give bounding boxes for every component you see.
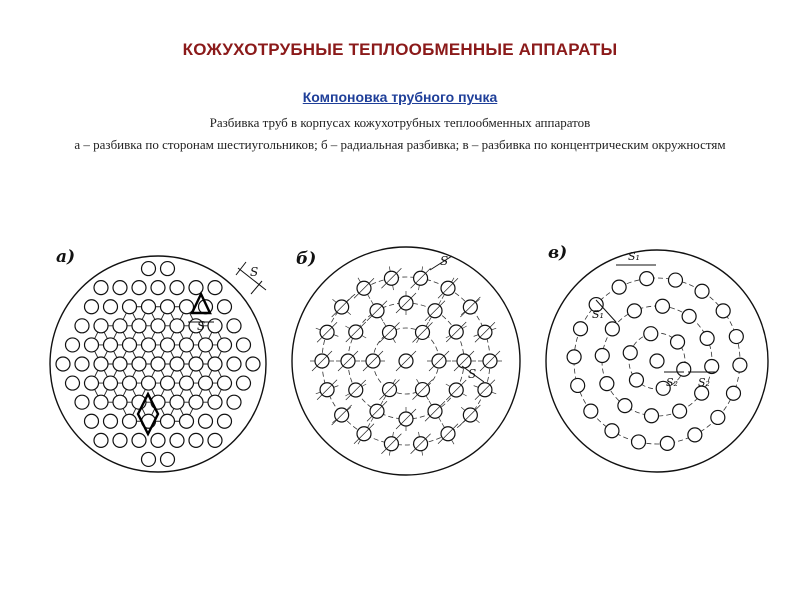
tube xyxy=(113,357,127,371)
tube xyxy=(567,350,581,364)
tube xyxy=(612,280,626,294)
tube xyxy=(161,376,175,390)
tube xyxy=(218,338,232,352)
tube xyxy=(142,338,156,352)
tube xyxy=(595,349,609,363)
tube xyxy=(142,300,156,314)
tube xyxy=(170,433,184,447)
pitch-label: S₂ xyxy=(698,376,710,389)
tube xyxy=(605,322,619,336)
tube xyxy=(584,404,598,418)
tube xyxy=(180,414,194,428)
tube xyxy=(726,386,740,400)
slide-title: КОЖУХОТРУБНЫЕ ТЕПЛООБМЕННЫЕ АППАРАТЫ xyxy=(182,40,618,59)
tube xyxy=(733,358,747,372)
tube xyxy=(682,309,696,323)
tube xyxy=(618,399,632,413)
tube xyxy=(189,433,203,447)
tube xyxy=(132,433,146,447)
pitch-label: S xyxy=(197,319,206,333)
tube xyxy=(151,433,165,447)
tube xyxy=(113,395,127,409)
tube xyxy=(132,281,146,295)
tube xyxy=(123,414,137,428)
tube xyxy=(123,338,137,352)
tube xyxy=(161,262,175,276)
tube xyxy=(218,414,232,428)
tube xyxy=(151,319,165,333)
tube xyxy=(161,414,175,428)
tube xyxy=(113,319,127,333)
tube xyxy=(94,281,108,295)
figure-legend: а – разбивка по сторонам шестиугольников; б – радиальная разбивка; в – разбивка по концентрическим окружностям xyxy=(74,137,726,152)
tube xyxy=(660,436,674,450)
tube xyxy=(180,338,194,352)
tube xyxy=(711,410,725,424)
tube xyxy=(189,395,203,409)
tube xyxy=(227,357,241,371)
tube xyxy=(170,395,184,409)
tube xyxy=(673,404,687,418)
tube xyxy=(208,281,222,295)
tube xyxy=(113,433,127,447)
tube xyxy=(605,424,619,438)
tube xyxy=(627,304,641,318)
tube xyxy=(645,409,659,423)
tube xyxy=(142,376,156,390)
figure-caption: Разбивка труб в корпусах кожухотрубных теплообменных аппаратов xyxy=(209,115,591,130)
tube xyxy=(700,331,714,345)
tube xyxy=(688,428,702,442)
pitch-label: S xyxy=(250,265,259,279)
tube xyxy=(56,357,70,371)
tube xyxy=(94,357,108,371)
tube xyxy=(199,376,213,390)
panel-b xyxy=(292,247,520,475)
tube xyxy=(94,433,108,447)
tube xyxy=(151,357,165,371)
tube xyxy=(208,319,222,333)
pitch-label: S₂ xyxy=(666,376,678,389)
pitch-label: S₁ xyxy=(592,308,604,321)
tube xyxy=(246,357,260,371)
tube xyxy=(199,414,213,428)
tube xyxy=(227,395,241,409)
tube xyxy=(237,338,251,352)
tube xyxy=(123,376,137,390)
tube xyxy=(237,376,251,390)
tube xyxy=(571,378,585,392)
tube xyxy=(75,357,89,371)
tube xyxy=(650,354,664,368)
tube xyxy=(705,359,719,373)
tube xyxy=(170,357,184,371)
tube xyxy=(644,327,658,341)
tube xyxy=(208,395,222,409)
tube xyxy=(75,395,89,409)
tube xyxy=(716,304,730,318)
tube xyxy=(113,281,127,295)
tube xyxy=(671,335,685,349)
tube xyxy=(695,284,709,298)
tube xyxy=(161,338,175,352)
tube xyxy=(161,452,175,466)
tube xyxy=(161,300,175,314)
tube xyxy=(104,376,118,390)
panel-b-label: б) xyxy=(296,249,317,269)
tube xyxy=(123,300,137,314)
tube xyxy=(623,346,637,360)
tube xyxy=(668,273,682,287)
tube xyxy=(218,300,232,314)
tube xyxy=(142,262,156,276)
tube xyxy=(142,452,156,466)
tube xyxy=(66,338,80,352)
tube xyxy=(104,338,118,352)
tube xyxy=(180,376,194,390)
section-heading: Компоновка трубного пучка xyxy=(302,89,498,105)
tube xyxy=(189,357,203,371)
pitch-label: S xyxy=(468,367,477,381)
tube xyxy=(632,435,646,449)
tube xyxy=(640,272,654,286)
tube xyxy=(104,300,118,314)
pitch-label: S xyxy=(440,254,449,268)
panel-c-label: в) xyxy=(548,243,568,263)
tube xyxy=(677,362,691,376)
tube xyxy=(132,357,146,371)
tube xyxy=(629,373,643,387)
tube xyxy=(85,338,99,352)
tube xyxy=(104,414,118,428)
tube xyxy=(94,395,108,409)
tube xyxy=(85,376,99,390)
tube xyxy=(66,376,80,390)
tube xyxy=(199,338,213,352)
panel-a xyxy=(50,247,266,472)
tube xyxy=(132,319,146,333)
tube xyxy=(574,322,588,336)
tube xyxy=(208,357,222,371)
tube xyxy=(85,414,99,428)
tube xyxy=(85,300,99,314)
tube xyxy=(75,319,89,333)
tube xyxy=(655,299,669,313)
tube xyxy=(208,433,222,447)
tube xyxy=(94,319,108,333)
tube xyxy=(170,281,184,295)
panel-a-label: а) xyxy=(56,247,76,267)
tube xyxy=(729,330,743,344)
tube xyxy=(227,319,241,333)
tube xyxy=(170,319,184,333)
pitch-label: S₁ xyxy=(628,250,640,263)
panel-c xyxy=(546,243,768,472)
tube xyxy=(600,377,614,391)
tube xyxy=(218,376,232,390)
tube xyxy=(151,281,165,295)
